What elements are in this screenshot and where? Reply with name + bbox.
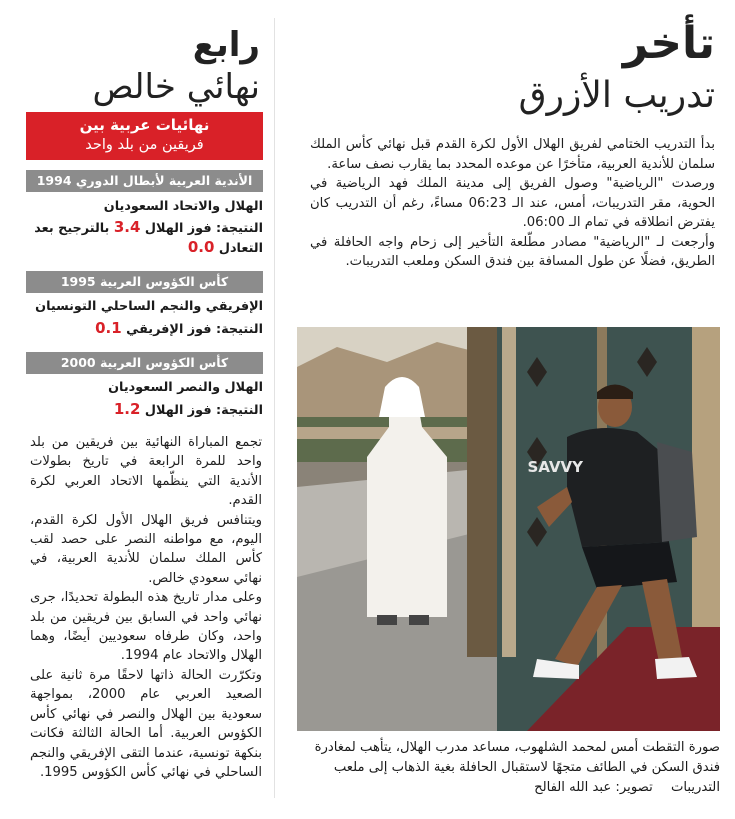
extra-score: 0.0 — [187, 238, 215, 256]
sidebar-paragraph: وتكرّرت الحالة ذاتها لاحقًا مرة ثانية على الصعيد العربي عام 2000، بمواجهة سعودية بين الهلال والنصر في نهائي كأس الكؤوس العربية. أما الحالة الثالثة فكانت بنكهة تونسية، عندما التقى الإفريقي والنجم الساحلي في نهائي كأس الكؤوس 1995. — [30, 667, 262, 780]
result-score: 1.2 — [113, 400, 141, 418]
final-extra-1994 — [26, 236, 263, 260]
article-headline: تأخر — [622, 18, 715, 69]
article-body — [310, 135, 715, 272]
photo-jersey-text: SAVVY — [527, 458, 583, 476]
article-paragraph: بدأ التدريب الختامي لفريق الهلال الأول لكرة القدم قبل نهائي كأس الملك سلمان للأندية العربية، متأخرًا عن موعده المحدد بما يقارب نصف ساعة. — [310, 137, 715, 172]
final-title-1994: الأندية العربية لأبطال الدوري 1994 — [26, 170, 263, 192]
sidebar-body — [30, 433, 262, 782]
article-subheadline: تدريب الأزرق — [518, 75, 715, 116]
sidebar-headline: رابع — [192, 25, 260, 65]
box-title-line1: نهائيات عربية بين — [79, 116, 210, 134]
result-score: 0.1 — [95, 319, 122, 337]
result-note: بالترجيح بعد — [34, 221, 110, 236]
result-label: النتيجة: فوز الهلال — [144, 221, 263, 236]
result-label: النتيجة: فوز الإفريقي — [126, 322, 263, 337]
final-match-1994: الهلال والاتحاد السعوديان — [103, 199, 263, 214]
article-paragraph: ورصدت "الرياضية" وصول الفريق إلى مدينة الملك فهد الرياضية في الحوية، مقر التدريبات، أمس، عند الـ 06:23 مساءً، رغم أن التدريب كان يفترض انطلاقه في تمام الـ 06:00. — [310, 176, 715, 230]
sidebar-paragraph: ويتنافس فريق الهلال الأول لكرة القدم، اليوم، مع مواطنه النصر على حصد لقب كأس الملك سلمان للأندية العربية، في نهائي سعودي خالص. — [30, 512, 262, 586]
sidebar-paragraph: تجمع المباراة النهائية بين فريقين من بلد واحد للمرة الرابعة في تاريخ بطولات الأندية التي ينظّمها الاتحاد العربي لكرة القدم. — [30, 435, 262, 509]
extra-label: التعادل — [218, 241, 263, 256]
sidebar-paragraph: وعلى مدار تاريخ هذه البطولة تحديدًا، جرى نهائي واحد في السابق بين فريقين من بلد واحد، وكان طرفاه سعوديين أيضًا، وهما الهلال والاتحاد عام 1994. — [30, 590, 262, 664]
result-label: النتيجة: فوز الهلال — [144, 403, 263, 418]
photo-caption-block — [290, 738, 720, 798]
final-title-2000: كأس الكؤوس العربية 2000 — [26, 352, 263, 374]
column-divider — [274, 18, 275, 798]
article-photo — [297, 327, 720, 731]
sidebar-subheadline: نهائي خالص — [92, 67, 260, 107]
photo-caption: صورة التقطت أمس لمحمد الشلهوب، مساعد مدرب الهلال، يتأهب لمغادرة فندق السكن في الطائف متجهًا لاستقبال الحافلة بغية الذهاب إلى ملعب التدريبات — [314, 740, 720, 795]
article-paragraph: وأرجعت لـ "الرياضية" مصادر مطّلعة التأخير إلى زحام واجه الحافلة في الطريق، فضلًا عن طول المسافة بين فندق السكن وملعب التدريبات. — [310, 234, 715, 269]
final-match-1995: الإفريقي والنجم الساحلي التونسيان — [35, 299, 263, 314]
final-result-2000 — [26, 398, 263, 422]
final-title-1995: كأس الكؤوس العربية 1995 — [26, 271, 263, 293]
photo-credit: تصوير: عبد الله الفالح — [534, 780, 653, 795]
arab-finals-box — [26, 112, 263, 160]
box-title-line2: فريقين من بلد واحد — [85, 137, 204, 153]
final-match-2000: الهلال والنصر السعوديان — [108, 380, 263, 395]
final-result-1995 — [26, 317, 263, 341]
result-score: 3.4 — [113, 218, 141, 236]
